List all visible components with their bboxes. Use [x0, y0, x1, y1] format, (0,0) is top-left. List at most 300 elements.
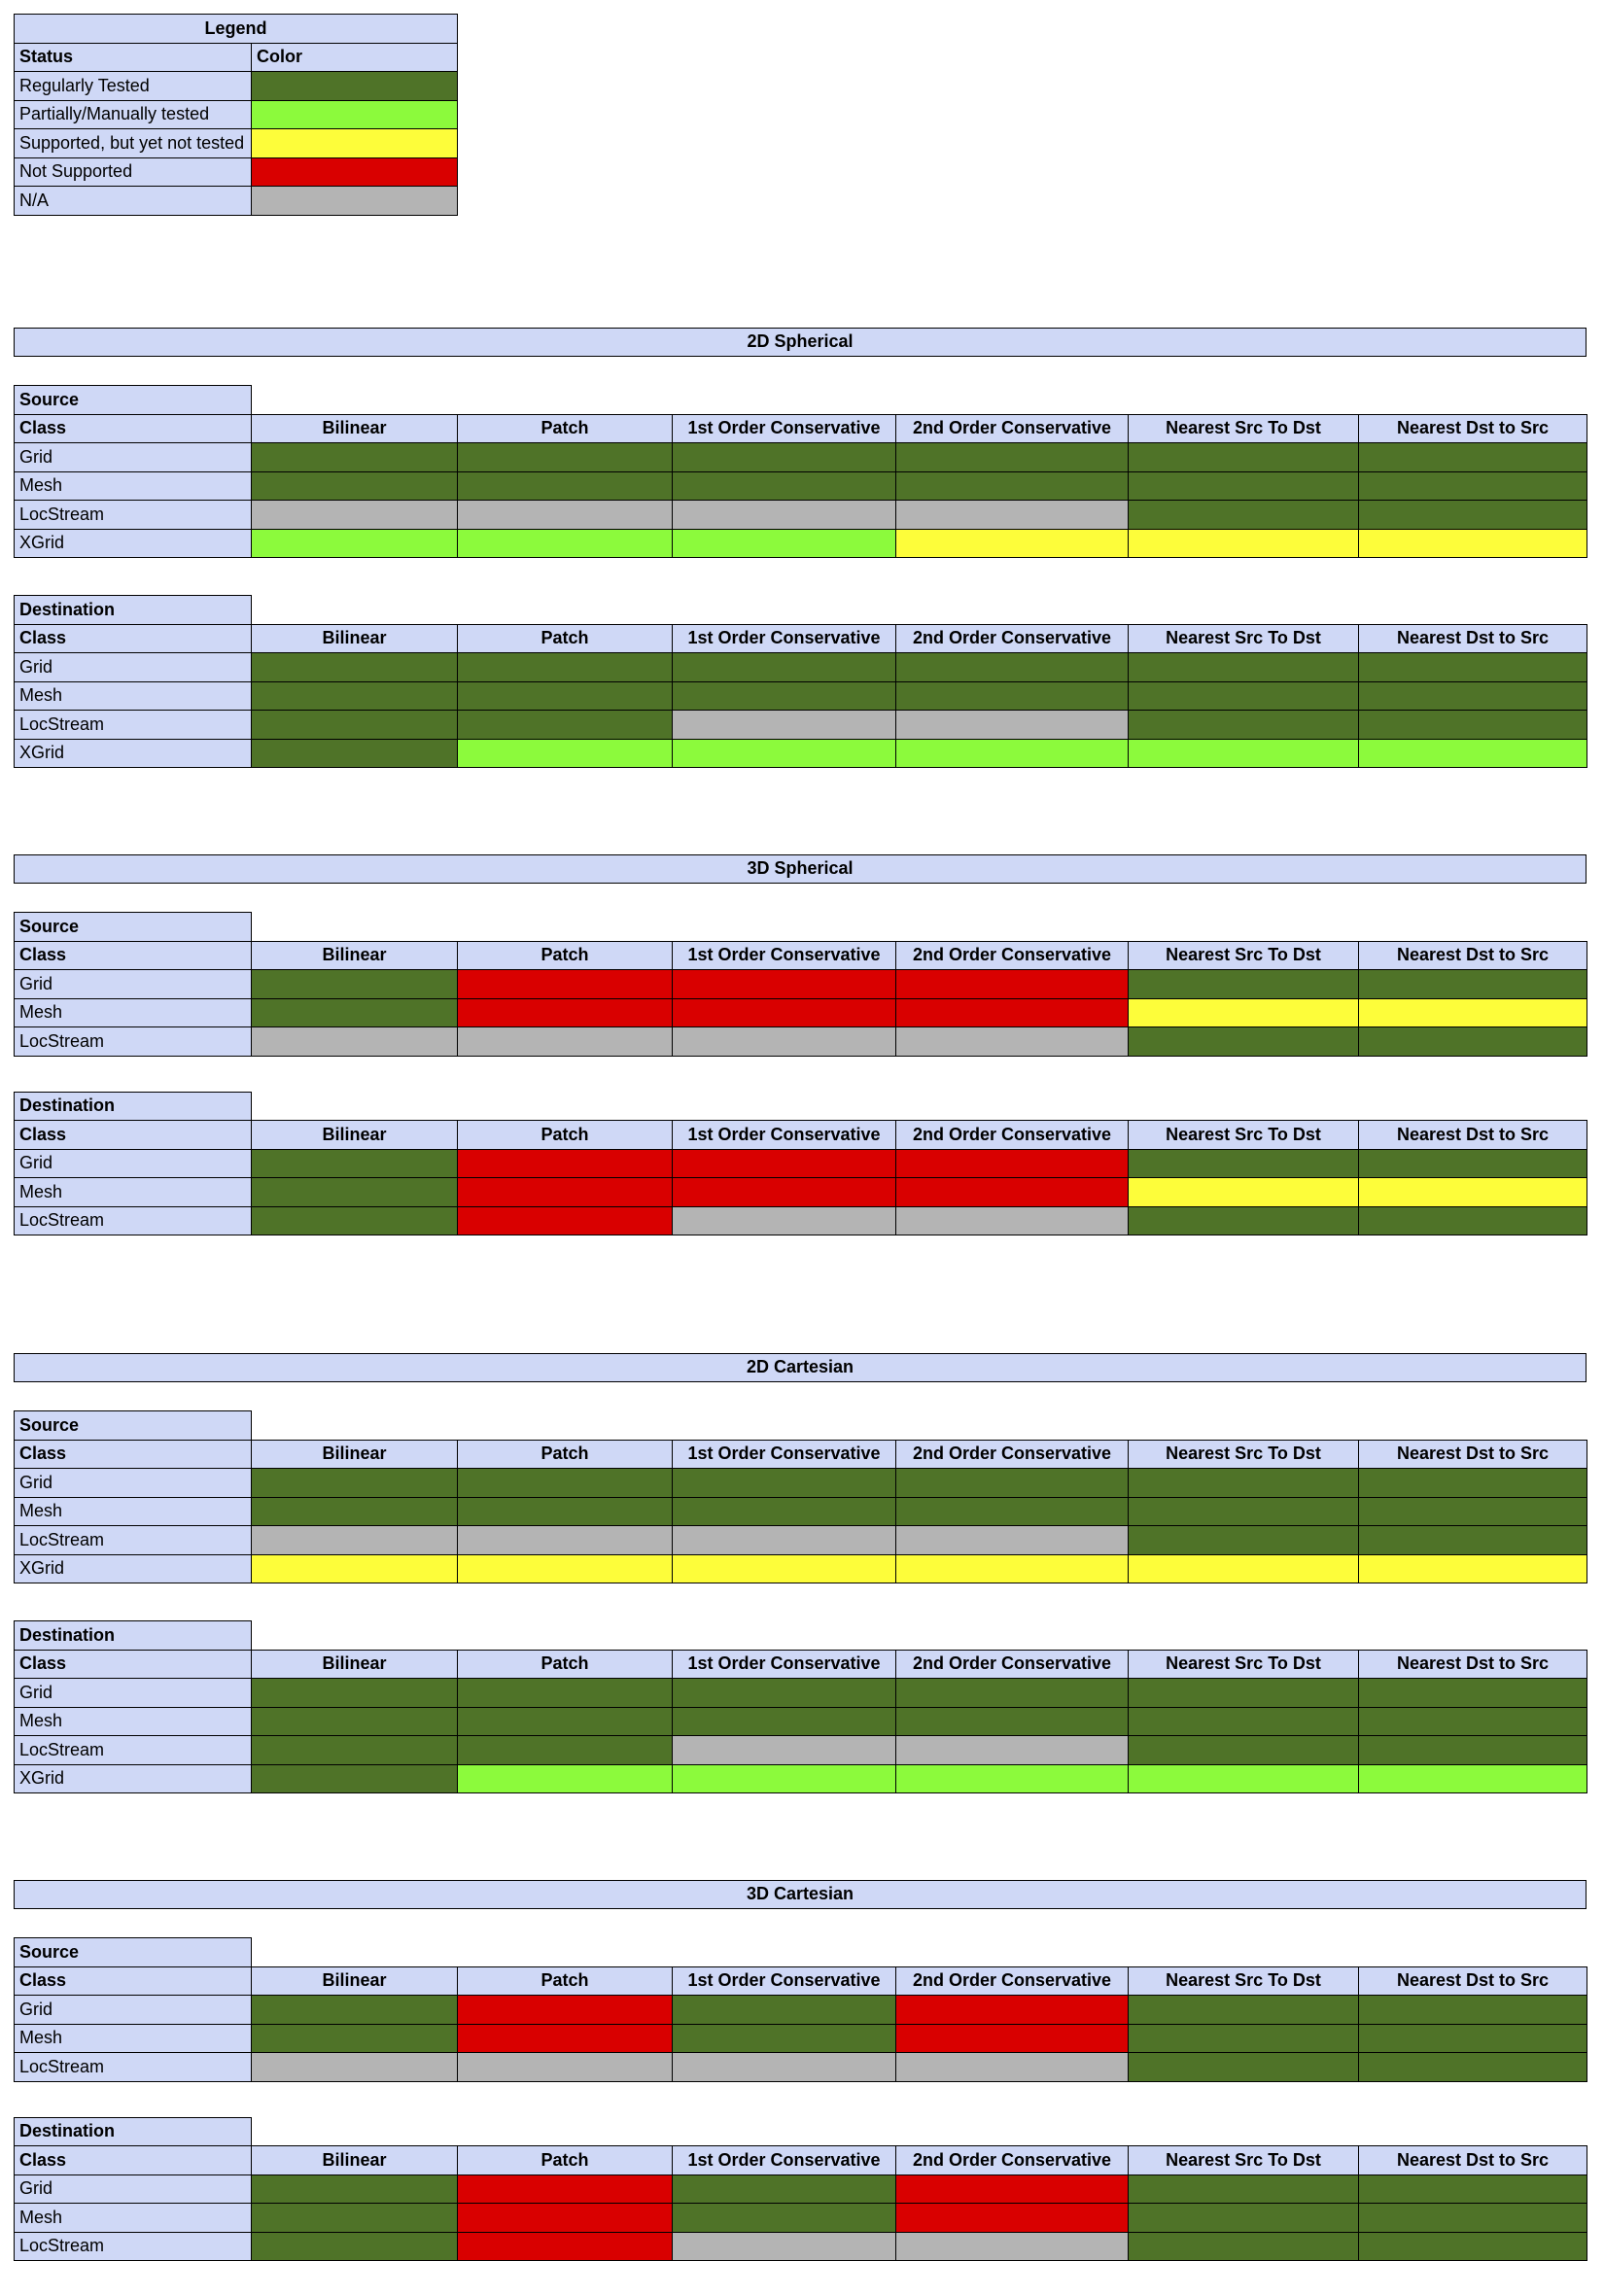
status-cell — [458, 501, 673, 530]
status-cell — [1359, 1469, 1587, 1498]
status-cell — [252, 1554, 458, 1583]
table-row — [15, 739, 1587, 768]
status-cell — [896, 1497, 1129, 1526]
column-header: Bilinear — [252, 941, 458, 970]
column-header: Patch — [458, 941, 673, 970]
status-cell — [458, 2024, 673, 2053]
table-row — [15, 970, 1587, 999]
status-cell — [673, 1178, 896, 1207]
status-cell — [458, 529, 673, 558]
status-cell — [673, 711, 896, 740]
status-cell — [458, 1736, 673, 1765]
status-cell — [252, 529, 458, 558]
column-header: Bilinear — [252, 2146, 458, 2175]
2d-cartesian-destination-table — [14, 1620, 1587, 1793]
column-header: 2nd Order Conservative — [896, 941, 1129, 970]
status-cell — [896, 2053, 1129, 2082]
status-cell — [1129, 1736, 1359, 1765]
column-header: 1st Order Conservative — [673, 414, 896, 443]
legend-color-swatch — [252, 129, 458, 158]
status-cell — [896, 529, 1129, 558]
status-cell — [252, 681, 458, 711]
status-cell — [1359, 471, 1587, 501]
status-cell — [896, 1996, 1129, 2025]
blank-cell — [252, 1092, 1587, 1121]
legend-status-label: Partially/Manually tested — [15, 100, 252, 129]
column-header: Bilinear — [252, 1440, 458, 1469]
table-row — [15, 2174, 1587, 2204]
column-header: Nearest Src To Dst — [1129, 941, 1359, 970]
class-header: Class — [15, 414, 252, 443]
status-cell — [458, 1206, 673, 1235]
2d-cartesian-source-table — [14, 1410, 1587, 1583]
column-header: Nearest Src To Dst — [1129, 624, 1359, 653]
column-header: 2nd Order Conservative — [896, 1966, 1129, 1996]
column-header: Nearest Dst to Src — [1359, 1966, 1587, 1996]
status-cell — [896, 1764, 1129, 1793]
status-cell — [1359, 2024, 1587, 2053]
status-cell — [1359, 1497, 1587, 1526]
row-class-name: LocStream — [15, 1736, 252, 1765]
column-header: 1st Order Conservative — [673, 1121, 896, 1150]
column-header: 2nd Order Conservative — [896, 1121, 1129, 1150]
status-cell — [458, 681, 673, 711]
class-header: Class — [15, 624, 252, 653]
column-header: Bilinear — [252, 414, 458, 443]
status-cell — [896, 1469, 1129, 1498]
table-row — [15, 529, 1587, 558]
status-cell — [458, 739, 673, 768]
header-row — [15, 941, 1587, 970]
status-cell — [673, 1526, 896, 1555]
status-cell — [896, 1149, 1129, 1178]
row-class-name: LocStream — [15, 2232, 252, 2261]
status-cell — [458, 2053, 673, 2082]
legend-color-swatch — [252, 100, 458, 129]
status-cell — [896, 1554, 1129, 1583]
legend-color-header: Color — [252, 43, 458, 72]
status-cell — [1359, 2232, 1587, 2261]
section-title-2d-spherical: 2D Spherical — [14, 328, 1587, 357]
legend-row — [15, 187, 458, 216]
row-class-name: LocStream — [15, 2053, 252, 2082]
status-cell — [1359, 1679, 1587, 1708]
table-row — [15, 1178, 1587, 1207]
status-cell — [252, 1736, 458, 1765]
status-cell — [1359, 1996, 1587, 2025]
blank-cell — [252, 2117, 1587, 2146]
row-class-name: Mesh — [15, 1707, 252, 1736]
blank-cell — [252, 596, 1587, 625]
column-header: 1st Order Conservative — [673, 2146, 896, 2175]
column-header: Nearest Dst to Src — [1359, 624, 1587, 653]
column-header: 1st Order Conservative — [673, 1440, 896, 1469]
status-cell — [673, 529, 896, 558]
status-cell — [458, 2204, 673, 2233]
table-row — [15, 2204, 1587, 2233]
status-cell — [1129, 501, 1359, 530]
row-class-name: Grid — [15, 1469, 252, 1498]
status-cell — [1359, 2174, 1587, 2204]
status-cell — [252, 653, 458, 682]
table-label: Source — [15, 1938, 252, 1967]
status-cell — [673, 1206, 896, 1235]
legend-row — [15, 157, 458, 187]
status-cell — [252, 1027, 458, 1057]
table-row — [15, 443, 1587, 472]
status-cell — [896, 2024, 1129, 2053]
status-cell — [252, 711, 458, 740]
status-cell — [673, 1736, 896, 1765]
status-cell — [1129, 2024, 1359, 2053]
row-class-name: LocStream — [15, 711, 252, 740]
column-header: 2nd Order Conservative — [896, 624, 1129, 653]
status-cell — [673, 2232, 896, 2261]
legend-color-swatch — [252, 187, 458, 216]
status-cell — [252, 1497, 458, 1526]
status-cell — [1129, 1469, 1359, 1498]
status-cell — [252, 2204, 458, 2233]
column-header: Bilinear — [252, 624, 458, 653]
status-cell — [1359, 529, 1587, 558]
table-label: Source — [15, 386, 252, 415]
header-row — [15, 1650, 1587, 1679]
table-label: Destination — [15, 1621, 252, 1651]
row-class-name: XGrid — [15, 739, 252, 768]
status-cell — [896, 501, 1129, 530]
status-cell — [1359, 501, 1587, 530]
legend-row — [15, 129, 458, 158]
status-cell — [252, 1707, 458, 1736]
row-class-name: Grid — [15, 1996, 252, 2025]
status-cell — [458, 1526, 673, 1555]
status-cell — [673, 681, 896, 711]
column-header: 1st Order Conservative — [673, 941, 896, 970]
column-header: Patch — [458, 2146, 673, 2175]
column-header: Patch — [458, 1966, 673, 1996]
column-header: 1st Order Conservative — [673, 1966, 896, 1996]
table-row — [15, 471, 1587, 501]
status-cell — [1359, 711, 1587, 740]
status-cell — [1129, 2204, 1359, 2233]
column-header: 2nd Order Conservative — [896, 414, 1129, 443]
status-cell — [1129, 529, 1359, 558]
table-row — [15, 1027, 1587, 1057]
status-cell — [1129, 1149, 1359, 1178]
column-header: Nearest Dst to Src — [1359, 1440, 1587, 1469]
status-cell — [1359, 2053, 1587, 2082]
status-cell — [458, 443, 673, 472]
status-cell — [1129, 1497, 1359, 1526]
row-class-name: XGrid — [15, 1554, 252, 1583]
status-cell — [1129, 471, 1359, 501]
status-cell — [252, 2053, 458, 2082]
column-header: Patch — [458, 1650, 673, 1679]
class-header: Class — [15, 1966, 252, 1996]
class-header: Class — [15, 2146, 252, 2175]
column-header: Bilinear — [252, 1121, 458, 1150]
row-class-name: XGrid — [15, 529, 252, 558]
2d-spherical-source-table — [14, 385, 1587, 558]
status-cell — [896, 2174, 1129, 2204]
status-cell — [896, 711, 1129, 740]
status-cell — [252, 1764, 458, 1793]
table-row — [15, 1679, 1587, 1708]
status-cell — [458, 1027, 673, 1057]
status-cell — [1359, 970, 1587, 999]
status-cell — [252, 2174, 458, 2204]
column-header: Nearest Src To Dst — [1129, 414, 1359, 443]
status-cell — [252, 2024, 458, 2053]
row-class-name: Mesh — [15, 998, 252, 1027]
status-cell — [1129, 653, 1359, 682]
status-cell — [458, 2232, 673, 2261]
status-cell — [458, 1469, 673, 1498]
column-header: Nearest Src To Dst — [1129, 2146, 1359, 2175]
status-cell — [896, 653, 1129, 682]
column-header: Patch — [458, 624, 673, 653]
status-cell — [1129, 739, 1359, 768]
row-class-name: Grid — [15, 653, 252, 682]
status-cell — [673, 1497, 896, 1526]
section-title-2d-cartesian: 2D Cartesian — [14, 1353, 1587, 1382]
row-class-name: Mesh — [15, 471, 252, 501]
table-row — [15, 1469, 1587, 1498]
table-row — [15, 1149, 1587, 1178]
row-class-name: Mesh — [15, 1178, 252, 1207]
column-header: Nearest Dst to Src — [1359, 1650, 1587, 1679]
column-header: 2nd Order Conservative — [896, 1440, 1129, 1469]
column-header: Nearest Dst to Src — [1359, 941, 1587, 970]
blank-cell — [252, 913, 1587, 942]
table-row — [15, 998, 1587, 1027]
column-header: Nearest Src To Dst — [1129, 1121, 1359, 1150]
section-title-3d-cartesian: 3D Cartesian — [14, 1880, 1587, 1909]
row-class-name: Mesh — [15, 2024, 252, 2053]
column-header: 2nd Order Conservative — [896, 2146, 1129, 2175]
status-cell — [673, 2053, 896, 2082]
status-cell — [896, 2232, 1129, 2261]
table-row — [15, 1554, 1587, 1583]
status-cell — [673, 2024, 896, 2053]
table-row — [15, 2053, 1587, 2082]
status-cell — [1359, 1027, 1587, 1057]
header-row — [15, 1966, 1587, 1996]
row-class-name: LocStream — [15, 1027, 252, 1057]
table-row — [15, 1206, 1587, 1235]
row-class-name: LocStream — [15, 1206, 252, 1235]
table-label: Source — [15, 1411, 252, 1441]
status-cell — [896, 1178, 1129, 1207]
legend-color-swatch — [252, 72, 458, 101]
status-cell — [673, 1554, 896, 1583]
status-cell — [673, 1764, 896, 1793]
blank-cell — [252, 1411, 1587, 1441]
blank-cell — [252, 1938, 1587, 1967]
status-cell — [1129, 681, 1359, 711]
header-row — [15, 1440, 1587, 1469]
status-cell — [896, 443, 1129, 472]
3d-spherical-source-table — [14, 912, 1587, 1057]
status-cell — [1359, 1178, 1587, 1207]
status-cell — [673, 970, 896, 999]
class-header: Class — [15, 1121, 252, 1150]
status-cell — [252, 1679, 458, 1708]
status-cell — [673, 739, 896, 768]
row-class-name: LocStream — [15, 501, 252, 530]
status-cell — [1359, 1764, 1587, 1793]
legend-status-label: Not Supported — [15, 157, 252, 187]
status-cell — [252, 1178, 458, 1207]
status-cell — [252, 1149, 458, 1178]
class-header: Class — [15, 941, 252, 970]
status-cell — [1359, 681, 1587, 711]
column-header: Nearest Src To Dst — [1129, 1966, 1359, 1996]
status-cell — [673, 501, 896, 530]
status-cell — [673, 1996, 896, 2025]
status-cell — [458, 1149, 673, 1178]
status-cell — [1129, 1764, 1359, 1793]
status-cell — [252, 739, 458, 768]
legend-status-label: Regularly Tested — [15, 72, 252, 101]
table-row — [15, 711, 1587, 740]
status-cell — [1129, 2174, 1359, 2204]
column-header: Patch — [458, 414, 673, 443]
row-class-name: Mesh — [15, 1497, 252, 1526]
column-header: Bilinear — [252, 1650, 458, 1679]
table-row — [15, 681, 1587, 711]
blank-cell — [252, 386, 1587, 415]
status-cell — [458, 711, 673, 740]
status-cell — [1359, 1526, 1587, 1555]
status-cell — [896, 471, 1129, 501]
column-header: 1st Order Conservative — [673, 624, 896, 653]
table-row — [15, 2024, 1587, 2053]
column-header: Nearest Dst to Src — [1359, 2146, 1587, 2175]
header-row — [15, 414, 1587, 443]
row-class-name: Grid — [15, 2174, 252, 2204]
status-cell — [252, 1996, 458, 2025]
table-row — [15, 501, 1587, 530]
header-row — [15, 624, 1587, 653]
3d-cartesian-source-table — [14, 1937, 1587, 2082]
status-cell — [673, 998, 896, 1027]
legend-title: Legend — [15, 15, 458, 44]
table-row — [15, 1996, 1587, 2025]
table-label: Source — [15, 913, 252, 942]
status-cell — [1129, 711, 1359, 740]
status-cell — [1129, 998, 1359, 1027]
table-row — [15, 1736, 1587, 1765]
status-cell — [458, 998, 673, 1027]
status-cell — [896, 970, 1129, 999]
table-row — [15, 1497, 1587, 1526]
status-cell — [1129, 1526, 1359, 1555]
3d-cartesian-destination-table — [14, 2117, 1587, 2262]
class-header: Class — [15, 1650, 252, 1679]
row-class-name: Grid — [15, 1679, 252, 1708]
status-cell — [252, 443, 458, 472]
status-cell — [673, 1027, 896, 1057]
row-class-name: Grid — [15, 1149, 252, 1178]
status-cell — [673, 2204, 896, 2233]
legend-row — [15, 72, 458, 101]
class-header: Class — [15, 1440, 252, 1469]
status-cell — [896, 1679, 1129, 1708]
status-cell — [458, 970, 673, 999]
status-cell — [1129, 1178, 1359, 1207]
status-cell — [458, 1554, 673, 1583]
status-cell — [252, 1526, 458, 1555]
status-cell — [896, 1736, 1129, 1765]
table-row — [15, 2232, 1587, 2261]
status-cell — [673, 1679, 896, 1708]
legend-color-swatch — [252, 157, 458, 187]
table-row — [15, 1526, 1587, 1555]
legend-row — [15, 100, 458, 129]
header-row — [15, 2146, 1587, 2175]
status-cell — [896, 1526, 1129, 1555]
status-cell — [896, 1707, 1129, 1736]
status-cell — [252, 998, 458, 1027]
row-class-name: Grid — [15, 970, 252, 999]
status-cell — [673, 653, 896, 682]
column-header: Nearest Dst to Src — [1359, 1121, 1587, 1150]
legend-status-label: N/A — [15, 187, 252, 216]
status-cell — [458, 2174, 673, 2204]
status-cell — [896, 998, 1129, 1027]
status-cell — [1129, 1206, 1359, 1235]
column-header: Nearest Dst to Src — [1359, 414, 1587, 443]
status-cell — [1129, 1679, 1359, 1708]
status-cell — [252, 2232, 458, 2261]
status-cell — [896, 681, 1129, 711]
row-class-name: Mesh — [15, 681, 252, 711]
status-cell — [458, 1996, 673, 2025]
table-label: Destination — [15, 1092, 252, 1121]
table-row — [15, 1764, 1587, 1793]
status-cell — [673, 1469, 896, 1498]
status-cell — [458, 471, 673, 501]
row-class-name: XGrid — [15, 1764, 252, 1793]
status-cell — [896, 2204, 1129, 2233]
status-cell — [896, 739, 1129, 768]
status-cell — [1359, 1206, 1587, 1235]
status-cell — [673, 443, 896, 472]
table-row — [15, 653, 1587, 682]
row-class-name: Grid — [15, 443, 252, 472]
column-header: Patch — [458, 1121, 673, 1150]
status-cell — [1129, 1027, 1359, 1057]
status-cell — [1359, 443, 1587, 472]
column-header: 2nd Order Conservative — [896, 1650, 1129, 1679]
status-cell — [1129, 443, 1359, 472]
status-cell — [1129, 2053, 1359, 2082]
row-class-name: Mesh — [15, 2204, 252, 2233]
section-title-3d-spherical: 3D Spherical — [14, 854, 1587, 884]
status-cell — [458, 1497, 673, 1526]
status-cell — [1359, 1707, 1587, 1736]
status-cell — [458, 653, 673, 682]
status-cell — [673, 1149, 896, 1178]
status-cell — [673, 1707, 896, 1736]
column-header: Bilinear — [252, 1966, 458, 1996]
status-cell — [1129, 970, 1359, 999]
status-cell — [252, 1206, 458, 1235]
header-row — [15, 1121, 1587, 1150]
status-cell — [1129, 1554, 1359, 1583]
status-cell — [252, 1469, 458, 1498]
